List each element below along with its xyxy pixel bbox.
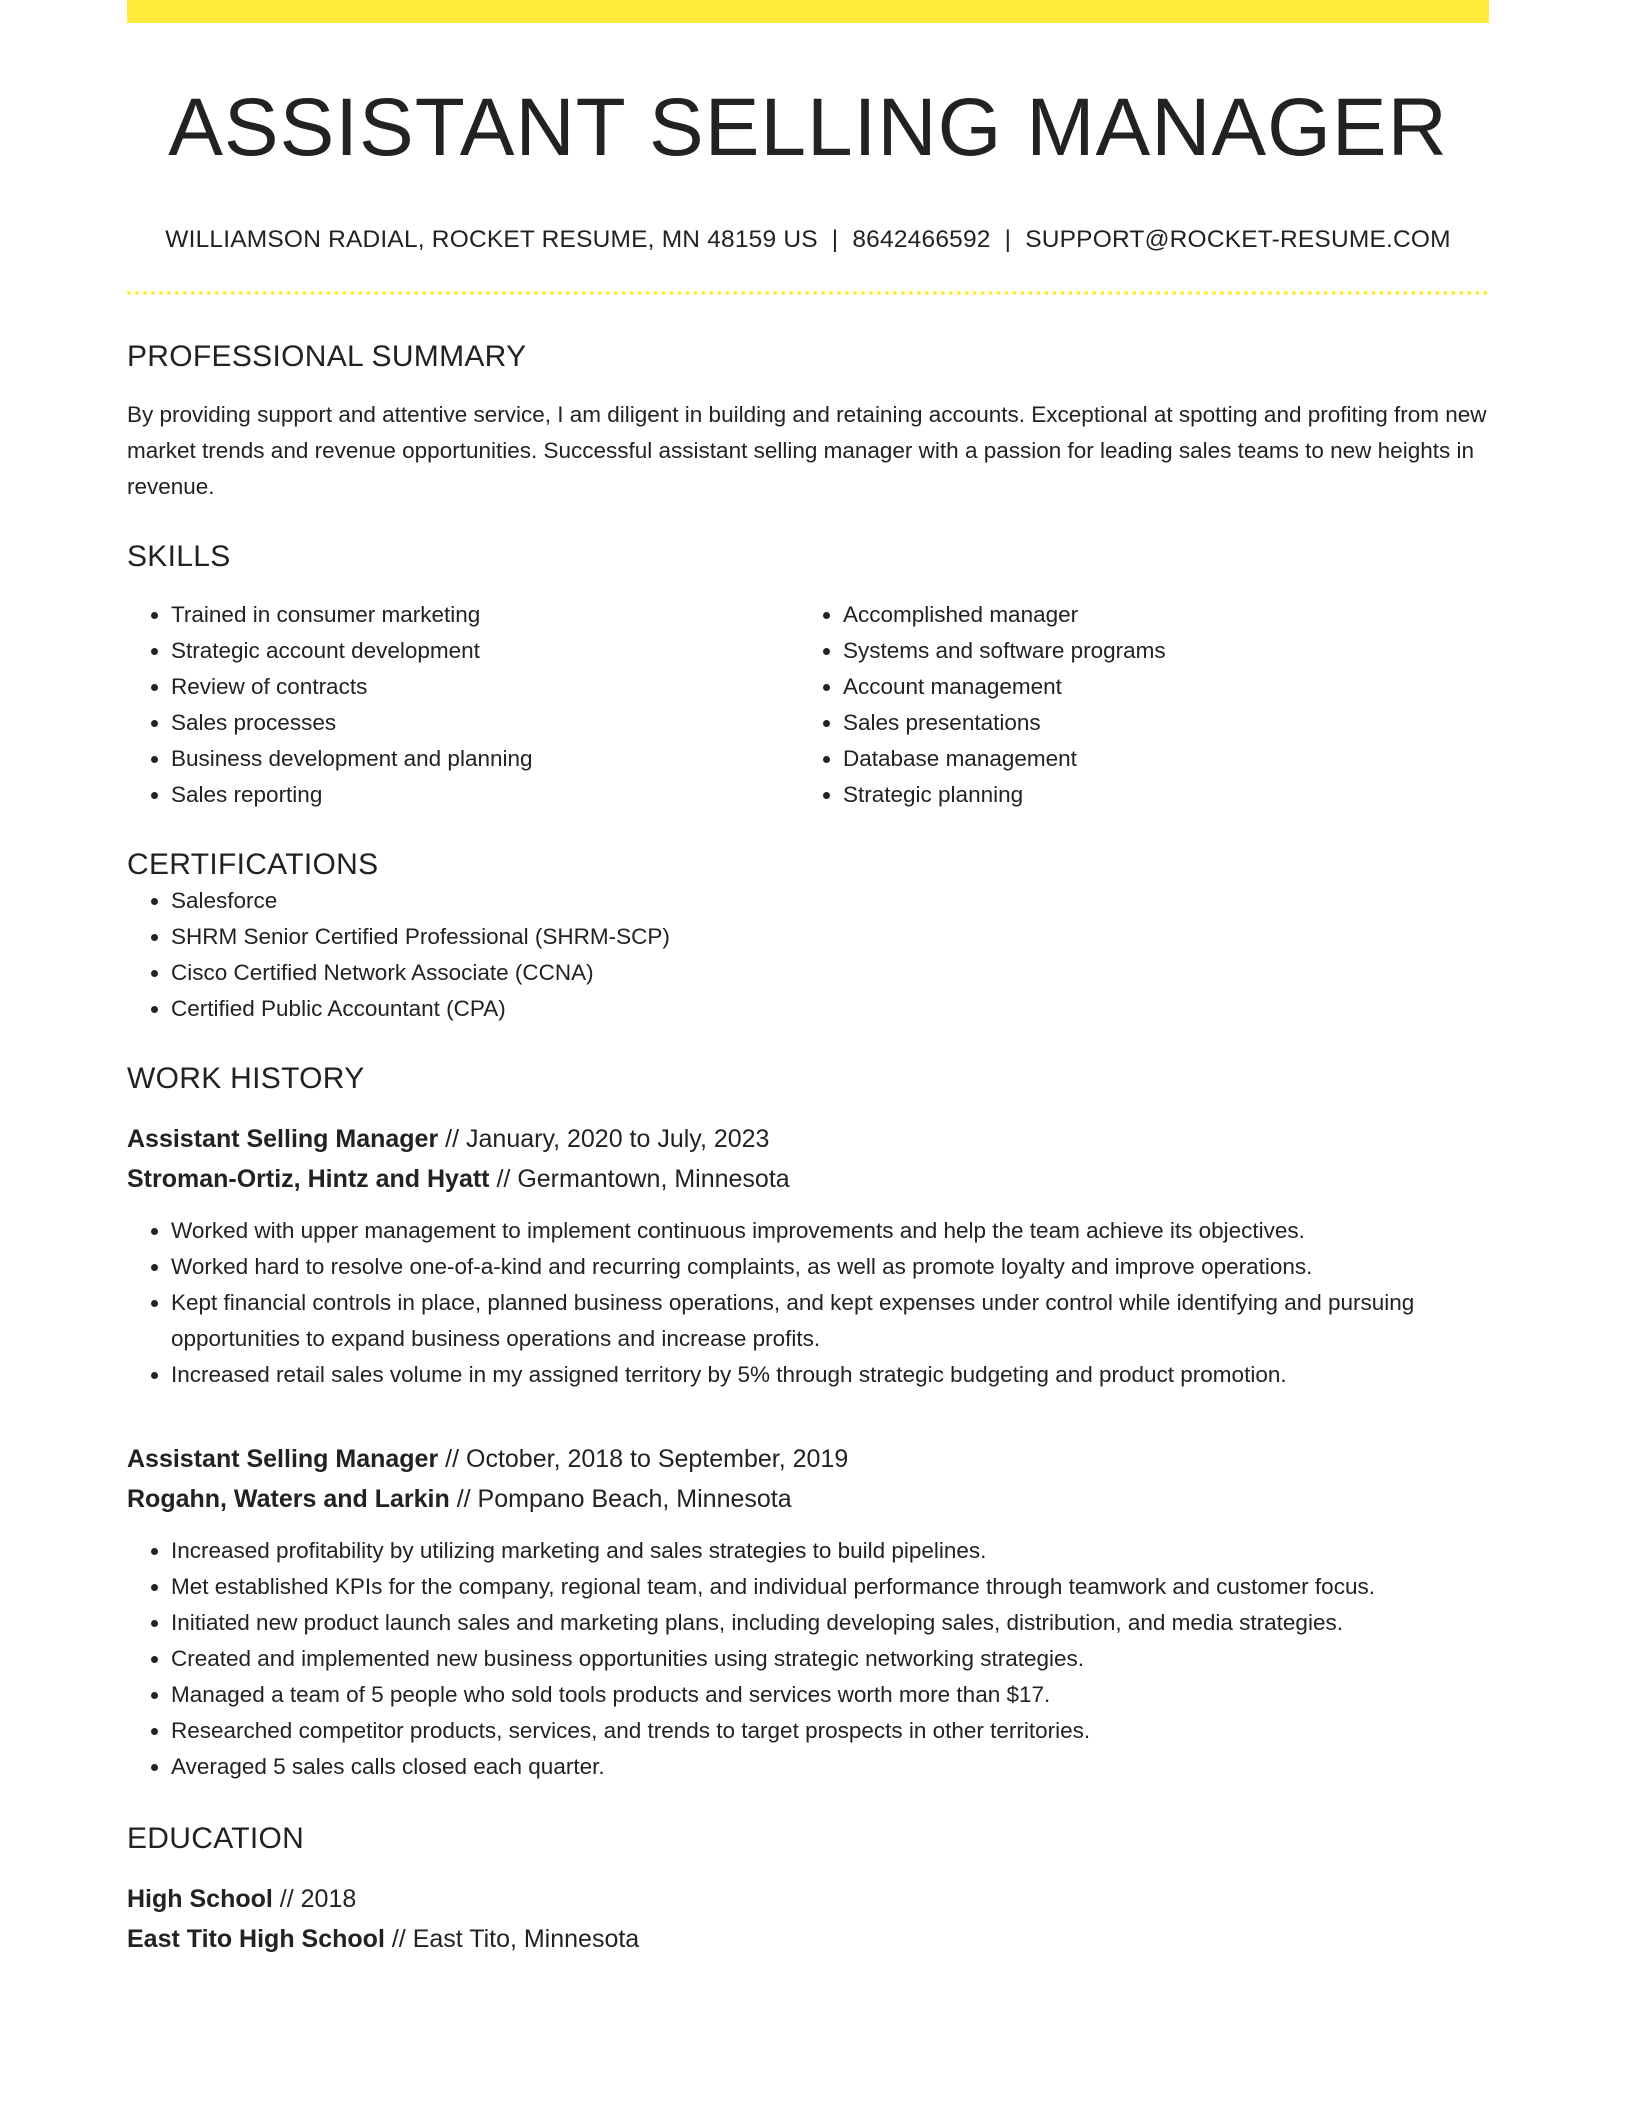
job-bullet: • Worked hard to resolve one-of-a-kind and recurring complaints, as well as promote loyalty and improve operations.: [171, 1249, 1489, 1285]
job-divider: //: [496, 1164, 511, 1193]
certification-item: • Certified Public Accountant (CPA): [171, 991, 1489, 1027]
education-school-line: [127, 1919, 1489, 1959]
contact-line: [127, 225, 1489, 254]
summary-text: By providing support and attentive service, I am diligent in building and retaining accounts. Exceptional at spotting and profiting from new market trends and revenue opportunities. Successful assistant selling manager with a passion for leading sales teams to new heights in revenue.: [127, 401, 1487, 499]
job-bullets: [127, 1533, 1489, 1785]
job-bullet: • Managed a team of 5 people who sold tools products and services worth more than $17.: [171, 1677, 1489, 1713]
education-heading: EDUCATION: [127, 1821, 305, 1855]
skill-item: • Sales presentations: [843, 705, 1471, 741]
dotted-divider: [127, 291, 1489, 295]
job-bullet: • Researched competitor products, services, and trends to target prospects in other territories.: [171, 1713, 1489, 1749]
skills-list: [127, 597, 1489, 813]
job-divider: //: [456, 1484, 471, 1513]
education-divider: //: [279, 1884, 294, 1913]
accent-bar: [127, 0, 1489, 23]
certification-item: • Salesforce: [171, 883, 1489, 919]
job-bullet: • Increased profitability by utilizing marketing and sales strategies to build pipelines.: [171, 1533, 1489, 1569]
work-history-heading: WORK HISTORY: [127, 1061, 365, 1095]
summary-heading: PROFESSIONAL SUMMARY: [127, 339, 527, 373]
certification-item: • Cisco Certified Network Associate (CCNA): [171, 955, 1489, 991]
skills-column-left: [127, 597, 799, 813]
education-divider: //: [391, 1924, 406, 1953]
job-company: Rogahn, Waters and Larkin: [127, 1484, 450, 1513]
certification-item: • SHRM Senior Certified Professional (SHRM-SCP): [171, 919, 1489, 955]
skill-item: • Sales reporting: [171, 777, 799, 813]
job-company-line: [127, 1159, 1489, 1199]
job-bullet: • Worked with upper management to implement continuous improvements and help the team achieve its objectives.: [171, 1213, 1489, 1249]
job-divider: //: [445, 1124, 460, 1153]
contact-separator: |: [831, 226, 839, 254]
job-location: Germantown, Minnesota: [517, 1164, 790, 1193]
skill-item: • Accomplished manager: [843, 597, 1471, 633]
contact-separator: |: [1004, 226, 1012, 254]
education-entry: [127, 1879, 1489, 1959]
job-dates: October, 2018 to September, 2019: [466, 1444, 849, 1473]
job-entry: [127, 1119, 1489, 1393]
skill-item: • Account management: [843, 669, 1471, 705]
job-bullet: • Created and implemented new business opportunities using strategic networking strategies.: [171, 1641, 1489, 1677]
job-company-line: [127, 1479, 1489, 1519]
job-bullet: • Increased retail sales volume in my assigned territory by 5% through strategic budgeting and product promotion.: [171, 1357, 1489, 1393]
job-entry: [127, 1439, 1489, 1785]
skill-item: • Business development and planning: [171, 741, 799, 777]
job-bullets: [127, 1213, 1489, 1393]
skill-item: • Strategic planning: [843, 777, 1471, 813]
job-bullet: • Kept financial controls in place, planned business operations, and kept expenses under control while identifying and pursuing opportunities to expand business operations and increase profits.: [171, 1285, 1489, 1357]
job-bullet: • Initiated new product launch sales and marketing plans, including developing sales, distribution, and media strategies.: [171, 1605, 1489, 1641]
education-school: East Tito High School: [127, 1924, 385, 1953]
job-title-line: [127, 1439, 1489, 1479]
skills-heading: SKILLS: [127, 539, 231, 573]
skill-item: • Systems and software programs: [843, 633, 1471, 669]
job-role: Assistant Selling Manager: [127, 1444, 439, 1473]
contact-address: WILLIAMSON RADIAL, ROCKET RESUME, MN 48159 US: [165, 226, 818, 254]
education-location: East Tito, Minnesota: [412, 1924, 640, 1953]
contact-phone: 8642466592: [852, 226, 991, 254]
education-year: 2018: [300, 1884, 357, 1913]
job-company: Stroman-Ortiz, Hintz and Hyatt: [127, 1164, 490, 1193]
skill-item: • Database management: [843, 741, 1471, 777]
job-bullet: • Met established KPIs for the company, regional team, and individual performance through teamwork and customer focus.: [171, 1569, 1489, 1605]
skill-item: • Strategic account development: [171, 633, 799, 669]
skill-item: • Trained in consumer marketing: [171, 597, 799, 633]
education-degree: High School: [127, 1884, 273, 1913]
contact-email: SUPPORT@ROCKET-RESUME.COM: [1025, 226, 1451, 254]
job-divider: //: [445, 1444, 460, 1473]
job-location: Pompano Beach, Minnesota: [477, 1484, 792, 1513]
skills-column-right: [799, 597, 1471, 813]
skill-item: • Sales processes: [171, 705, 799, 741]
job-role: Assistant Selling Manager: [127, 1124, 439, 1153]
resume-title: ASSISTANT SELLING MANAGER: [168, 82, 1448, 173]
job-bullet: • Averaged 5 sales calls closed each quarter.: [171, 1749, 1489, 1785]
job-title-line: [127, 1119, 1489, 1159]
certifications-heading: CERTIFICATIONS: [127, 847, 379, 881]
certifications-list: [127, 883, 1489, 1027]
job-dates: January, 2020 to July, 2023: [466, 1124, 770, 1153]
education-degree-line: [127, 1879, 1489, 1919]
skill-item: • Review of contracts: [171, 669, 799, 705]
resume-page: [127, 0, 1489, 1959]
